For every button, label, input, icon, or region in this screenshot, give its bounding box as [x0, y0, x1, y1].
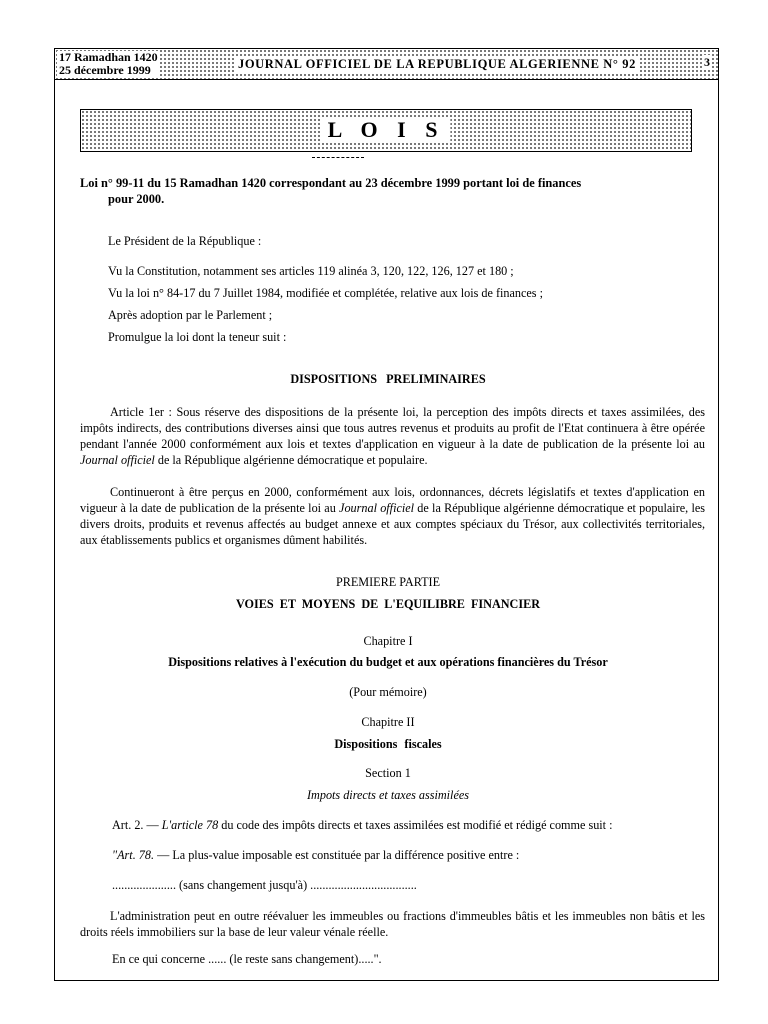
journal-title: JOURNAL OFFICIEL DE LA REPUBLIQUE ALGERIENNE N° 92 [235, 57, 639, 72]
preamble-vu-constitution: Vu la Constitution, notamment ses articles 119 alinéa 3, 120, 122, 126, 127 et 180 ; [108, 264, 514, 278]
article-2-prefix: Art. 2. — [112, 818, 162, 832]
header-date [57, 51, 160, 77]
title-separator [312, 157, 364, 158]
law-title-line1: Loi n° 99-11 du 15 Ramadhan 1420 correspondant au 23 décembre 1999 portant loi de finances [80, 176, 582, 190]
article-78-label: "Art. 78. [112, 848, 155, 862]
chapitre-1-title: Dispositions relatives à l'exécution du budget et aux opérations financières du Trésor [168, 655, 608, 669]
article-2-text: du code des impôts directs et taxes assimilées est modifié et rédigé comme suit : [218, 818, 613, 832]
dispositions-heading: DISPOSITIONS PRELIMINAIRES [290, 372, 486, 386]
page-header [55, 49, 718, 80]
journal-officiel-ref: Journal officiel [80, 453, 155, 467]
preamble-adoption: Après adoption par le Parlement ; [108, 308, 273, 322]
preamble-promulgue: Promulgue la loi dont la teneur suit : [108, 330, 287, 344]
paragraph-administration: L'administration peut en outre réévaluer les immeubles ou fractions d'immeubles bâtis et les immeubles non bâtis et les droits réels immobiliers sur la base de leur valeur vénale réelle. [80, 909, 705, 939]
paragraph-continueront-start: Continueront à être perçus en 2000, conformément aux lois, ordonnances, décrets législatifs et textes d'application en vigueur à la date de publication de la présente loi au [80, 485, 705, 515]
article-78-ref: L'article 78 [161, 818, 219, 832]
header-date-hijri: 17 Ramadhan 1420 [59, 50, 158, 64]
section-1-title: Impots directs et taxes assimilées [306, 788, 470, 802]
law-title [80, 175, 705, 207]
article-1-text-end: de la République algérienne démocratique et populaire. [154, 453, 428, 467]
chapitre-2-title: Dispositions fiscales [334, 737, 442, 751]
paragraph-en-ce-qui-concerne: En ce qui concerne ...... (le reste sans changement).....". [112, 952, 382, 966]
paragraph-continueront-end: de la République algérienne démocratique et populaire, les divers droits, produits et revenus affectés au budget annexe et aux comptes spéciaux du Trésor, aux collectivités territoriales, aux établissements publics et organismes dûment habilités. [80, 501, 705, 547]
chapitre-1-label: Chapitre I [363, 634, 413, 648]
sans-changement-line: ..................... (sans changement jusqu'à) ................................... [112, 878, 417, 892]
section-banner [80, 109, 692, 152]
chapitre-2-label: Chapitre II [361, 715, 415, 729]
article-1 [80, 404, 705, 468]
journal-officiel-ref-2: Journal officiel [339, 501, 415, 515]
pour-memoire: (Pour mémoire) [349, 685, 427, 699]
page-number: 3 [704, 55, 710, 69]
preamble-president: Le Président de la République : [108, 234, 262, 248]
premiere-partie: PREMIERE PARTIE [335, 575, 441, 589]
section-1-label: Section 1 [365, 766, 411, 780]
article-1-text-start: Article 1er : Sous réserve des dispositions de la présente loi, la perception des impôts directs et taxes assimilées, des impôts indirects, des contributions diverses ainsi que tous autres revenus et produits au profit de l'Etat continuera à être opérée pendant l'année 2000 conformément aux lois et textes d'application en vigueur à la date de publication de la présente loi au [80, 405, 705, 451]
header-date-gregorian: 25 décembre 1999 [59, 63, 151, 77]
paragraph-continueront [80, 484, 705, 548]
article-78 [112, 847, 519, 863]
article-78-text: — La plus-value imposable est constituée par la différence positive entre : [154, 848, 520, 862]
section-title: L O I S [322, 118, 451, 142]
law-title-line2: pour 2000. [108, 192, 165, 206]
preamble-vu-loi: Vu la loi n° 84-17 du 7 Juillet 1984, modifiée et complétée, relative aux lois de finances ; [108, 286, 543, 300]
voies-moyens-heading: VOIES ET MOYENS DE L'EQUILIBRE FINANCIER [235, 597, 541, 611]
article-2 [112, 817, 613, 833]
